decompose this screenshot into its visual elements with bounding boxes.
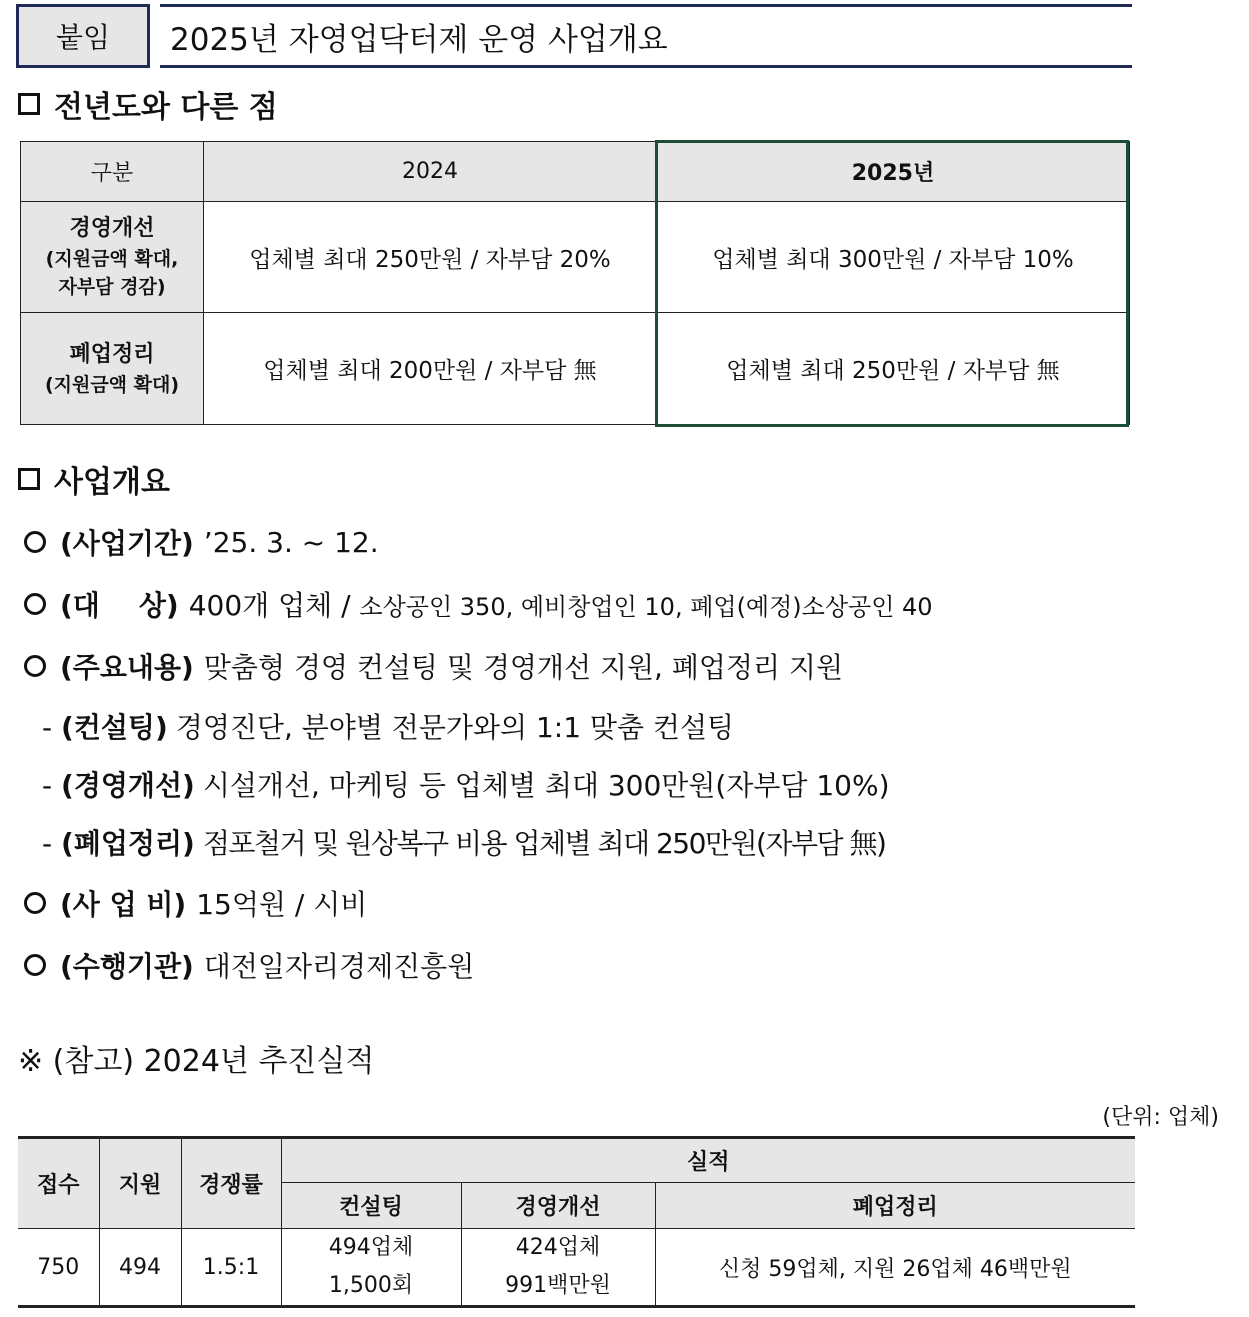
col-header-2025: 2025년 xyxy=(657,142,1130,202)
sub-item-label: (경영개선) xyxy=(61,769,195,802)
bullet-text: 400개 업체 / xyxy=(188,589,360,622)
col-header-2024: 2024 xyxy=(204,142,657,202)
bullet-period xyxy=(24,522,379,562)
comparison-header-row xyxy=(21,142,1130,202)
cell-line: 424업체 xyxy=(515,1235,601,1260)
header-closure: 폐업정리 xyxy=(655,1183,1135,1229)
cell-2024-closure: 업체별 최대 200만원 / 자부담 無 xyxy=(204,313,657,425)
circle-bullet-icon xyxy=(24,892,46,914)
section-overview-heading xyxy=(18,457,170,501)
header-consulting: 컨설팅 xyxy=(281,1183,461,1229)
cell-2024-improvement: 업체별 최대 250만원 / 자부담 20% xyxy=(204,202,657,313)
bullet-text: 대전일자리경제진흥원 xyxy=(203,950,475,983)
circle-bullet-icon xyxy=(24,954,46,976)
bullet-label: (사 업 비) xyxy=(60,888,187,921)
bullet-target xyxy=(24,584,933,624)
header-results: 실적 xyxy=(281,1138,1135,1183)
cell-consulting xyxy=(281,1229,461,1307)
cell-reception: 750 xyxy=(18,1229,99,1307)
bullet-label: (대 상) xyxy=(60,589,179,622)
bullet-budget xyxy=(24,883,367,923)
cell-line: 991백만원 xyxy=(505,1273,611,1298)
row-label-improvement xyxy=(21,202,204,313)
results-data-row xyxy=(18,1229,1135,1307)
row-sublabel: 자부담 경감) xyxy=(58,276,166,298)
bullet-contents xyxy=(24,646,843,686)
row-sublabel: (지원금액 확대, xyxy=(45,248,179,270)
header-reception: 접수 xyxy=(18,1138,99,1229)
circle-bullet-icon xyxy=(24,655,46,677)
circle-bullet-icon xyxy=(24,531,46,553)
results-header-row-1 xyxy=(18,1138,1135,1183)
sub-item-closure: - (폐업정리) 점포철거 및 원상복구 비용 업체별 최대 250만원(자부담 無) xyxy=(42,827,886,860)
section-overview-heading-text: 사업개요 xyxy=(54,465,170,500)
sub-item-text: 점포철거 및 원상복구 비용 업체별 최대 250만원(자부담 無) xyxy=(202,827,886,860)
sub-item-text: 경영진단, 분야별 전문가와의 1:1 맞춤 컨설팅 xyxy=(175,711,735,744)
cell-line: 1,500회 xyxy=(328,1273,414,1298)
cell-2025-closure: 업체별 최대 250만원 / 자부담 無 xyxy=(657,313,1130,425)
bullet-text: 15억원 / 시비 xyxy=(196,888,368,921)
comparison-table xyxy=(20,141,1130,425)
reference-note: ※ (참고) 2024년 추진실적 xyxy=(18,1044,375,1079)
bullet-label: (수행기관) xyxy=(60,950,194,983)
bullet-text: ’25. 3. ~ 12. xyxy=(203,525,379,559)
cell-line: 494업체 xyxy=(328,1235,414,1260)
attachment-tag: 붙임 xyxy=(16,4,150,68)
document-title: 2025년 자영업닥터제 운영 사업개요 xyxy=(160,4,1132,68)
section-diff-heading-text: 전년도와 다른 점 xyxy=(54,90,278,125)
cell-support: 494 xyxy=(99,1229,181,1307)
sub-item-consulting: - (컨설팅) 경영진단, 분야별 전문가와의 1:1 맞춤 컨설팅 xyxy=(42,711,735,744)
sub-item-improvement: - (경영개선) 시설개선, 마케팅 등 업체별 최대 300만원(자부담 10%) xyxy=(42,769,890,802)
cell-2025-improvement: 업체별 최대 300만원 / 자부담 10% xyxy=(657,202,1130,313)
row-label-closure xyxy=(21,313,204,425)
section-diff-heading xyxy=(18,82,278,126)
comparison-row-improvement xyxy=(21,202,1130,313)
cell-ratio: 1.5:1 xyxy=(181,1229,281,1307)
row-sublabel: (지원금액 확대) xyxy=(44,373,180,396)
checkbox-square-icon xyxy=(18,468,40,490)
sub-item-label: (컨설팅) xyxy=(61,711,168,744)
checkbox-square-icon xyxy=(18,93,40,115)
results-table xyxy=(18,1136,1135,1308)
bullet-label: (사업기간) xyxy=(60,527,194,560)
circle-bullet-icon xyxy=(24,593,46,615)
sub-item-label: (폐업정리) xyxy=(61,827,195,860)
cell-closure: 신청 59업체, 지원 26업체 46백만원 xyxy=(655,1229,1135,1307)
bullet-label: (주요내용) xyxy=(60,651,194,684)
header-support: 지원 xyxy=(99,1138,181,1229)
unit-label: (단위: 업체) xyxy=(1102,1105,1219,1130)
sub-item-text: 시설개선, 마케팅 등 업체별 최대 300만원(자부담 10%) xyxy=(202,769,890,802)
header-improvement: 경영개선 xyxy=(461,1183,655,1229)
col-header-category: 구분 xyxy=(21,142,204,202)
row-label-text: 폐업정리 xyxy=(69,341,155,367)
bullet-agency xyxy=(24,945,474,985)
cell-improvement xyxy=(461,1229,655,1307)
bullet-text: 맞춤형 경영 컨설팅 및 경영개선 지원, 폐업정리 지원 xyxy=(203,651,844,684)
row-label-text: 경영개선 xyxy=(69,216,155,241)
bullet-text-detail: 소상공인 350, 예비창업인 10, 폐업(예정)소상공인 40 xyxy=(359,592,933,621)
comparison-row-closure xyxy=(21,313,1130,425)
header-ratio: 경쟁률 xyxy=(181,1138,281,1229)
